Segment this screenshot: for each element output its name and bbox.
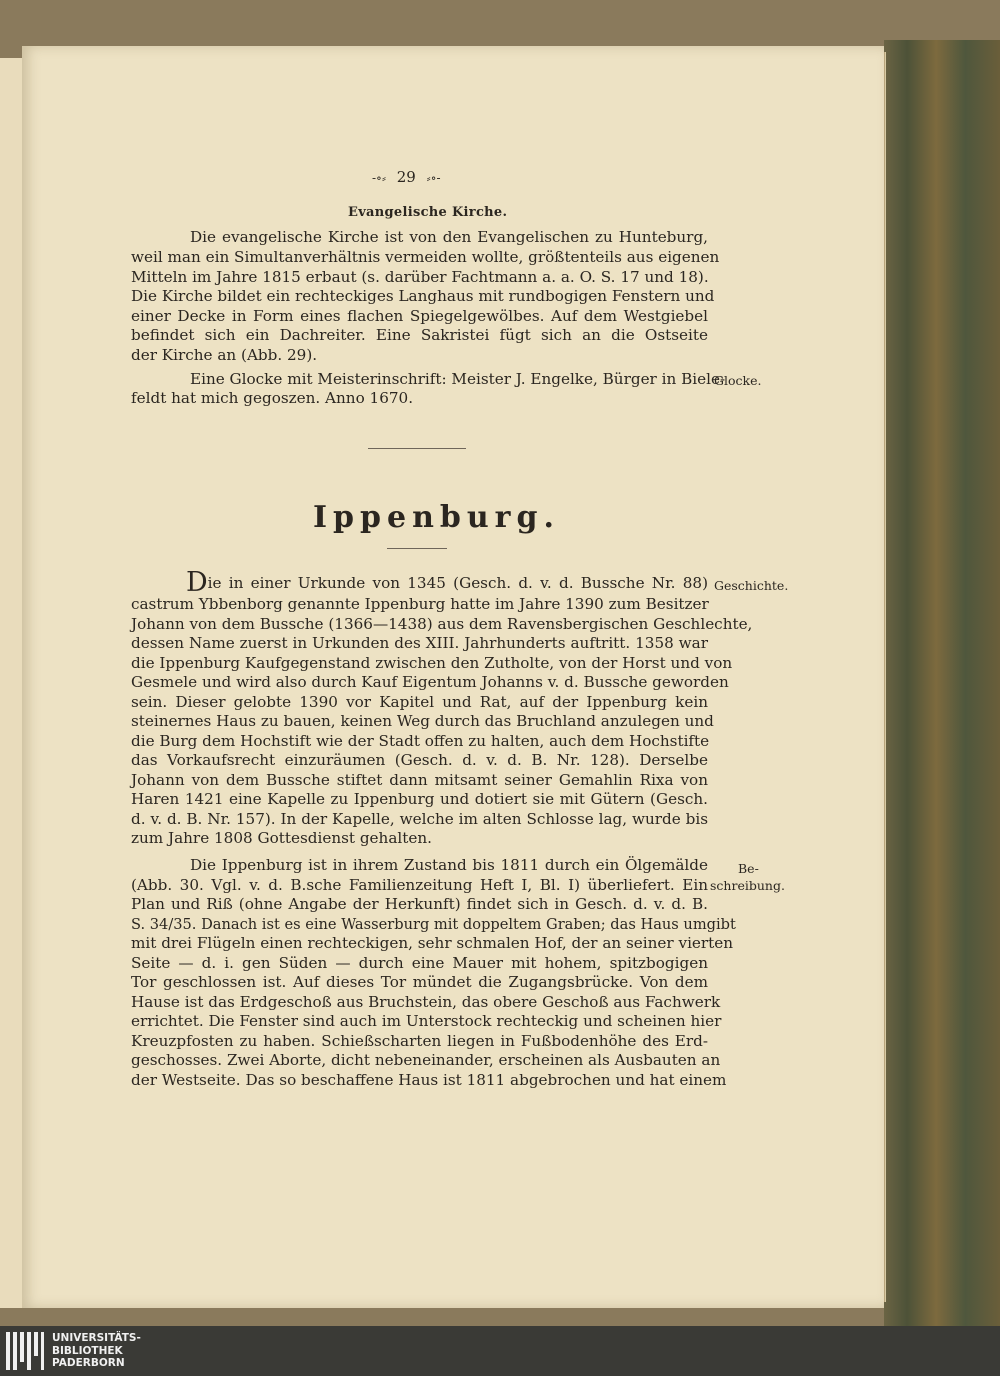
title-underline: [387, 548, 447, 549]
book-cover-edge: [884, 40, 1000, 1326]
text-line: Gesmele und wird also durch Kauf Eigentum Johanns v. d. Bussche geworden: [131, 673, 729, 691]
text-line: Kreuzpfosten zu haben. Schießscharten liegen in Fußbodenhöhe des Erd-: [131, 1032, 708, 1050]
text-line: das Vorkaufsrecht einzuräumen (Gesch. d. v. d. B. Nr. 128). Derselbe: [131, 751, 708, 769]
text-line: feldt hat mich gegoszen. Anno 1670.: [131, 389, 414, 407]
text-line: Haren 1421 eine Kapelle zu Ippenburg und dotiert sie mit Gütern (Gesch.: [131, 790, 708, 808]
text-line: Eine Glocke mit Meisterinschrift: Meister J. Engelke, Bürger in Biele-: [190, 370, 726, 388]
text-line: S. 34/35. Danach ist es eine Wasserburg mit doppeltem Graben; das Haus umgibt: [131, 916, 736, 933]
text-line: die Burg dem Hochstift wie der Stadt offen zu halten, auch dem Hochstifte: [131, 732, 710, 750]
text-line: Die Ippenburg ist in ihrem Zustand bis 1811 durch ein Ölgemälde: [190, 856, 708, 874]
text-line: Die evangelische Kirche ist von den Evangelischen zu Hunteburg,: [190, 228, 708, 246]
ornament-right: ⸗∘-: [426, 171, 441, 185]
library-footer: [0, 1326, 1000, 1376]
text-line: Johann von dem Bussche (1366—1438) aus dem Ravensbergischen Geschlechte,: [131, 615, 753, 633]
text-line: sein. Dieser gelobte 1390 vor Kapitel und Rat, auf der Ippenburg kein: [131, 693, 708, 711]
text-line: Johann von dem Bussche stiftet dann mitsamt seiner Gemahlin Rixa von: [131, 771, 708, 789]
text-line: geschosses. Zwei Aborte, dicht nebeneinander, erscheinen als Ausbauten an: [131, 1051, 721, 1069]
page-number: 29: [396, 168, 416, 186]
text-line: errichtet. Die Fenster sind auch im Unterstock rechteckig und scheinen hier: [131, 1012, 722, 1030]
margin-note-geschichte: Geschichte.: [714, 578, 789, 593]
text-line: Seite — d. i. gen Süden — durch eine Mauer mit hohem, spitzbogigen: [131, 954, 708, 972]
library-name-line: UNIVERSITÄTS-: [52, 1332, 141, 1344]
library-name-line: PADERBORN: [52, 1357, 125, 1369]
left-page-edge: [0, 58, 23, 1308]
text-line: zum Jahre 1808 Gottesdienst gehalten.: [131, 829, 432, 847]
text-line: Plan und Riß (ohne Angabe der Herkunft) findet sich in Gesch. d. v. d. B.: [131, 895, 708, 913]
text-line: mit drei Flügeln einen rechteckigen, sehr schmalen Hof, der an seiner vierten: [131, 934, 734, 952]
text-line: (Abb. 30. Vgl. v. d. B.sche Familienzeitung Heft I, Bl. I) überliefert. Ein: [131, 876, 708, 894]
margin-note-beschreibung: Be-: [738, 861, 759, 876]
text-line: Die Kirche bildet ein rechteckiges Langhaus mit rundbogigen Fenstern und: [131, 287, 715, 305]
text-line: dessen Name zuerst in Urkunden des XIII. Jahrhunderts auftritt. 1358 war: [131, 634, 708, 652]
chapter-title: Ippenburg.: [313, 500, 560, 535]
text-line: Hause ist das Erdgeschoß aus Bruchstein, das obere Geschoß aus Fachwerk: [131, 993, 721, 1011]
text-line: d. v. d. B. Nr. 157). In der Kapelle, welche im alten Schlosse lag, wurde bis: [131, 810, 708, 828]
text-line: einer Decke in Form eines flachen Spiegelgewölbes. Auf dem Westgiebel: [131, 307, 708, 325]
divider-rule: [368, 448, 466, 449]
ornament-left: -∘⸗: [372, 171, 386, 185]
library-name: [52, 1332, 141, 1370]
text-line: steinernes Haus zu bauen, keinen Weg durch das Bruchland anzulegen und: [131, 712, 714, 730]
text-line: befindet sich ein Dachreiter. Eine Sakristei fügt sich an die Ostseite: [131, 326, 708, 344]
library-name-line: BIBLIOTHEK: [52, 1344, 123, 1357]
text-line: castrum Ybbenborg genannte Ippenburg hatte im Jahre 1390 zum Besitzer: [131, 595, 709, 613]
page-header: [372, 168, 441, 186]
library-logo-icon: [6, 1332, 44, 1370]
text-line: weil man ein Simultanverhältnis vermeiden wollte, größtenteils aus eigenen: [131, 248, 720, 266]
text-line: ie in einer Urkunde von 1345 (Gesch. d. v. d. Bussche Nr. 88): [207, 574, 708, 593]
margin-note-glocke: Glocke.: [714, 373, 762, 388]
text-line: Tor geschlossen ist. Auf dieses Tor mündet die Zugangsbrücke. Von dem: [131, 973, 708, 991]
margin-note-beschreibung: schreibung.: [710, 878, 785, 893]
section-heading: Evangelische Kirche.: [348, 205, 508, 220]
text-line: die Ippenburg Kaufgegenstand zwischen den Zutholte, von der Horst und von: [131, 654, 733, 672]
text-line: der Kirche an (Abb. 29).: [131, 346, 318, 364]
text-line: der Westseite. Das so beschaffene Haus ist 1811 abgebrochen und hat einem: [131, 1071, 727, 1089]
first-line: [186, 569, 708, 596]
text-line: Mitteln im Jahre 1815 erbaut (s. darüber Fachtmann a. a. O. S. 17 und 18).: [131, 268, 709, 286]
drop-cap: D: [186, 567, 208, 598]
